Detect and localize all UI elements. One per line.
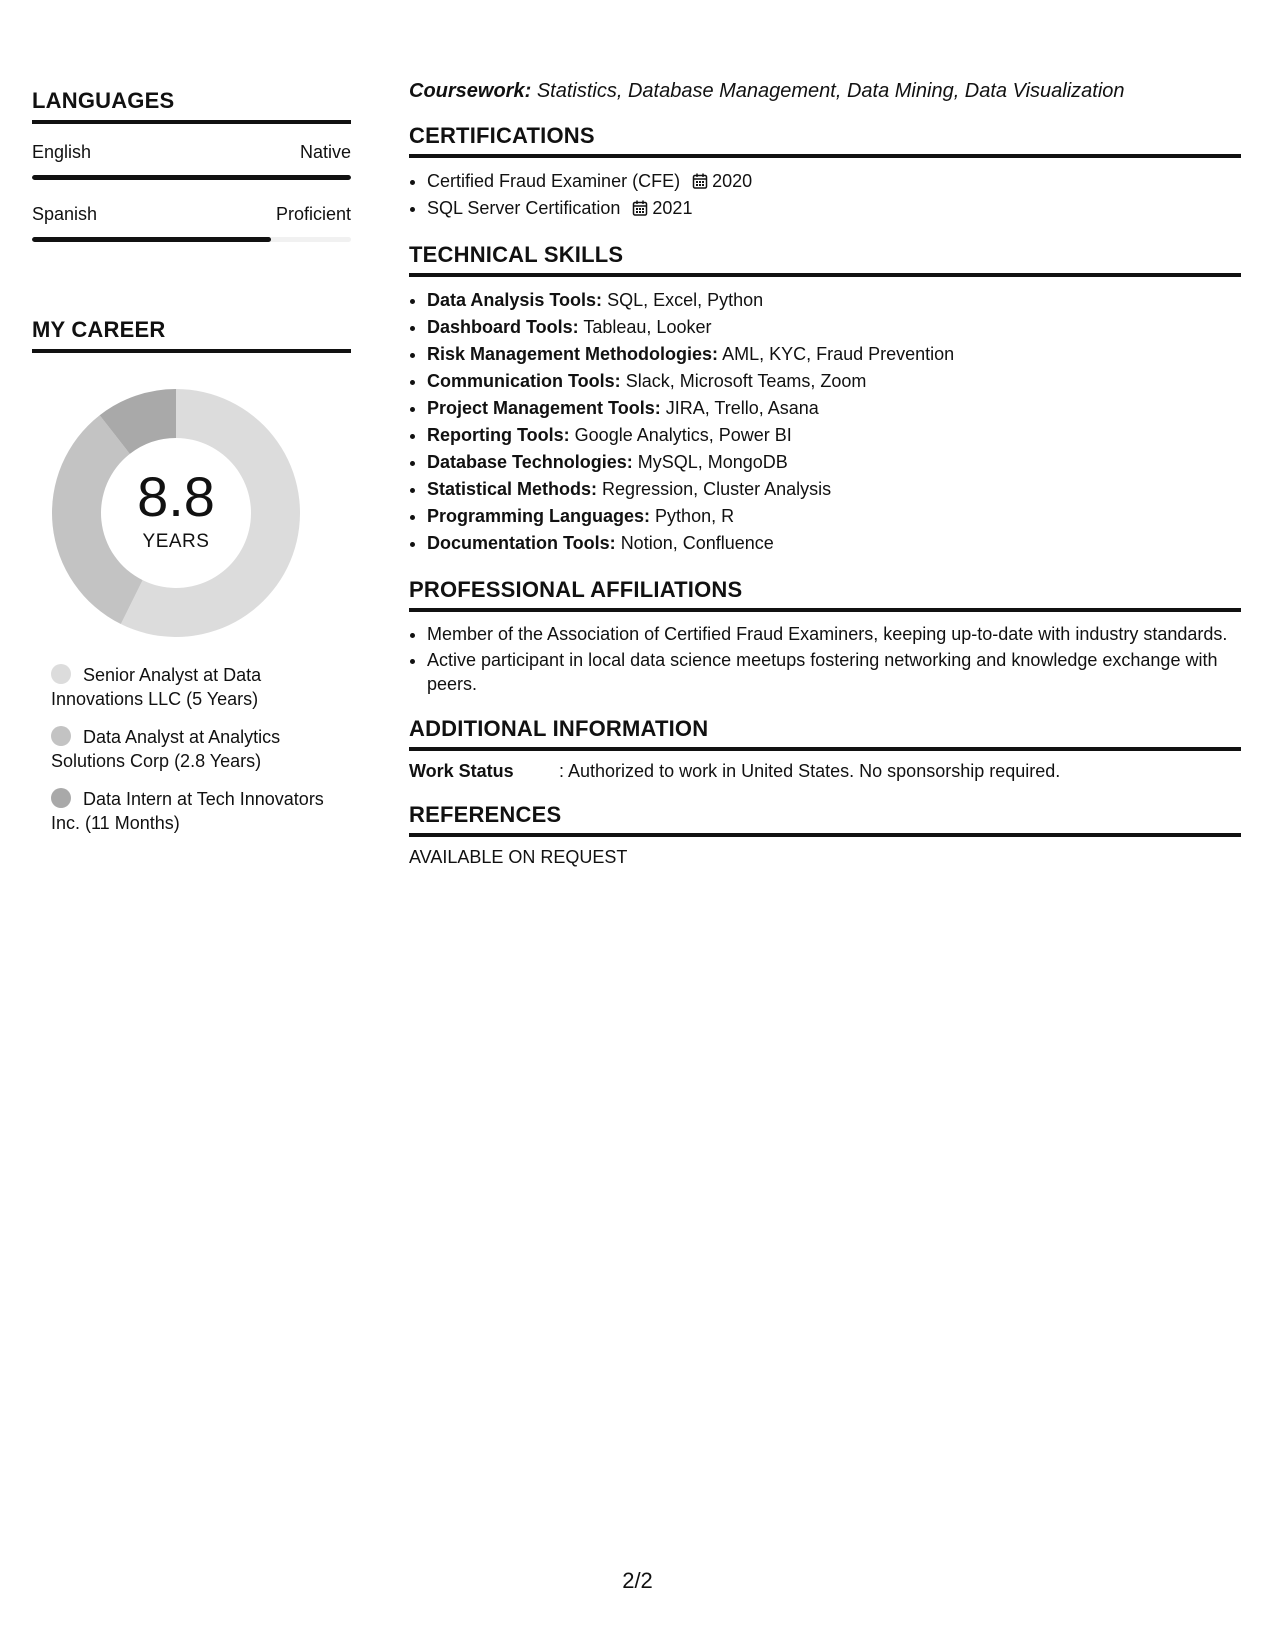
- work-status-value: : Authorized to work in United States. No sponsorship required.: [559, 761, 1061, 781]
- certifications-section: [409, 123, 1241, 222]
- language-item: [32, 142, 351, 180]
- skill-value: Python, R: [655, 506, 735, 526]
- right-column: [409, 80, 1241, 868]
- language-level: Proficient: [275, 204, 351, 224]
- skill-value: MySQL, MongoDB: [637, 452, 788, 472]
- references-section: [409, 802, 1241, 868]
- coursework-line: [409, 80, 1241, 103]
- skill-label: Dashboard Tools:: [427, 317, 579, 337]
- skill-label: Documentation Tools:: [427, 533, 616, 553]
- skill-item: [427, 368, 1241, 395]
- language-proficiency-fill: [32, 237, 271, 242]
- career-legend-item: [51, 787, 351, 835]
- career-legend-item: [51, 725, 351, 773]
- skill-item: [427, 314, 1241, 341]
- skill-item: [427, 449, 1241, 476]
- left-column: [32, 88, 351, 849]
- work-status-label: Work Status: [409, 761, 514, 781]
- languages-heading: LANGUAGES: [32, 88, 351, 124]
- skill-item: [427, 530, 1241, 557]
- skill-item: [427, 422, 1241, 449]
- certification-name: Certified Fraud Examiner (CFE): [427, 171, 681, 191]
- skill-value: SQL, Excel, Python: [607, 290, 764, 310]
- certification-name: SQL Server Certification: [427, 198, 621, 218]
- additional-info-heading: ADDITIONAL INFORMATION: [409, 716, 1241, 751]
- language-level: Native: [299, 142, 351, 162]
- language-name: English: [32, 142, 92, 162]
- certification-year: 2021: [652, 198, 693, 218]
- references-text: AVAILABLE ON REQUEST: [409, 847, 628, 867]
- certification-item: [427, 168, 1241, 195]
- languages-section: [32, 88, 351, 242]
- career-total-unit: YEARS: [142, 531, 210, 552]
- skill-item: [427, 503, 1241, 530]
- affiliation-item: • Member of the Association of Certified Fraud Examiners, keeping up-to-date with industry standards.: [427, 622, 1241, 646]
- calendar-icon: [692, 173, 708, 189]
- language-item: [32, 204, 351, 242]
- career-legend-label: Data Intern at Tech Innovators Inc. (11 Months): [51, 789, 324, 833]
- legend-dot-icon: [51, 788, 71, 808]
- skill-value: Google Analytics, Power BI: [574, 425, 792, 445]
- calendar-icon: [632, 200, 648, 216]
- skill-item: [427, 341, 1241, 368]
- skill-item: [427, 395, 1241, 422]
- language-proficiency-bar: [32, 175, 351, 180]
- career-donut-chart: [46, 383, 306, 643]
- skill-label: Database Technologies:: [427, 452, 633, 472]
- technical-skills-section: [409, 242, 1241, 557]
- affiliation-item: • Active participant in local data science meetups fostering networking and knowledge exchange with peers.: [427, 648, 1241, 696]
- skill-label: Statistical Methods:: [427, 479, 598, 499]
- references-heading: REFERENCES: [409, 802, 1241, 837]
- career-total-years: 8.8: [137, 465, 215, 528]
- language-proficiency-fill: [32, 175, 351, 180]
- coursework-text: Statistics, Database Management, Data Mining, Data Visualization: [536, 80, 1125, 102]
- career-legend-label: Senior Analyst at Data Innovations LLC (5 Years): [51, 665, 262, 709]
- legend-dot-icon: [51, 664, 71, 684]
- skill-value: Tableau, Looker: [583, 317, 712, 337]
- career-legend-label: Data Analyst at Analytics Solutions Corp (2.8 Years): [51, 727, 281, 771]
- legend-dot-icon: [51, 726, 71, 746]
- skill-item: [427, 287, 1241, 314]
- skill-value: Regression, Cluster Analysis: [602, 479, 832, 499]
- affiliations-heading: PROFESSIONAL AFFILIATIONS: [409, 577, 1241, 612]
- career-legend-item: [51, 663, 351, 711]
- work-status-row: [409, 761, 1241, 782]
- career-section: [32, 317, 351, 835]
- skill-value: JIRA, Trello, Asana: [665, 398, 819, 418]
- career-legend: [51, 663, 351, 835]
- career-heading: MY CAREER: [32, 317, 351, 353]
- skill-value: Notion, Confluence: [620, 533, 774, 553]
- skill-value: AML, KYC, Fraud Prevention: [722, 344, 955, 364]
- skill-item: [427, 476, 1241, 503]
- affiliations-section: [409, 577, 1241, 696]
- coursework-label: Coursework:: [409, 80, 532, 102]
- certifications-heading: CERTIFICATIONS: [409, 123, 1241, 158]
- page-number: 2/2: [622, 1568, 653, 1593]
- language-proficiency-bar: [32, 237, 351, 242]
- skill-label: Project Management Tools:: [427, 398, 661, 418]
- certification-item: [427, 195, 1241, 222]
- skill-value: Slack, Microsoft Teams, Zoom: [625, 371, 867, 391]
- skill-label: Risk Management Methodologies:: [427, 344, 719, 364]
- language-name: Spanish: [32, 204, 98, 224]
- skill-label: Programming Languages:: [427, 506, 651, 526]
- skill-label: Reporting Tools:: [427, 425, 570, 445]
- certification-year: 2020: [712, 171, 753, 191]
- skill-label: Communication Tools:: [427, 371, 621, 391]
- technical-skills-heading: TECHNICAL SKILLS: [409, 242, 1241, 277]
- skill-label: Data Analysis Tools:: [427, 290, 603, 310]
- additional-info-section: [409, 716, 1241, 782]
